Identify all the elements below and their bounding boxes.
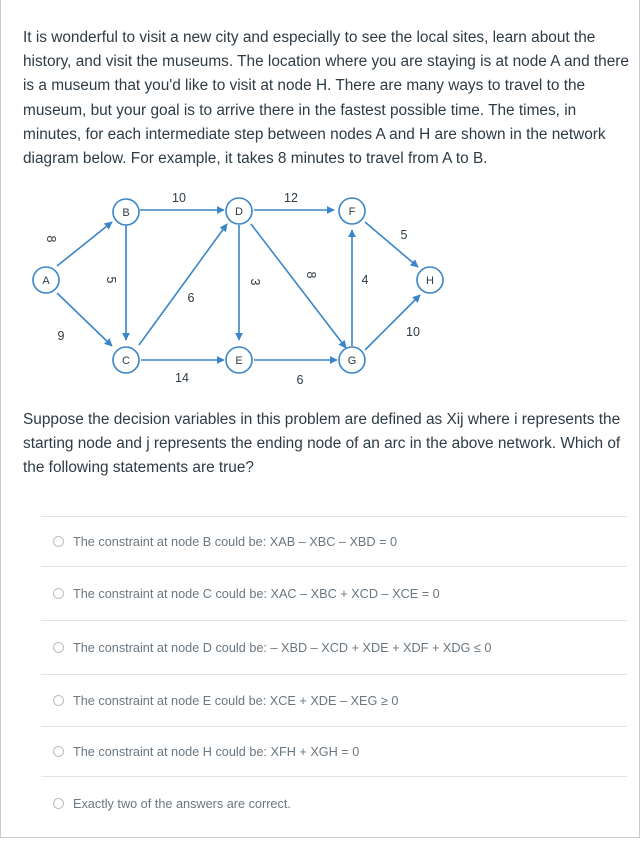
answer-label: The constraint at node E could be: XCE + XDE – XEG ≥ 0 — [73, 693, 399, 708]
weight-e-g: 6 — [296, 373, 304, 387]
weight-f-h: 5 — [400, 228, 408, 242]
edge-a-c — [57, 293, 112, 346]
node-label-e: E — [235, 355, 243, 367]
radio-button[interactable] — [53, 798, 64, 809]
weight-a-c: 9 — [57, 329, 65, 343]
question-prompt: Suppose the decision variables in this problem are defined as Xij where i represents the starting node and j represents the ending node of an arc in the above network. Which of the following statements are true? — [23, 411, 621, 477]
edge-d-g — [251, 224, 346, 348]
answer-label: Exactly two of the answers are correct. — [73, 796, 291, 811]
weight-g-h: 10 — [406, 325, 420, 339]
weight-b-d: 10 — [172, 191, 186, 205]
answer-label: The constraint at node D could be: – XBD – XCD + XDE + XDF + XDG ≤ 0 — [73, 640, 492, 655]
question-intro: It is wonderful to visit a new city and especially to see the local sites, learn about the history, and visit the museums. The location where you are staying is at node A and there is a museum that you'd like to visit at node H. There are many ways to travel to the museum, but your goal is to arrive there in the fastest possible time. The times, in minutes, for each intermediate step between nodes A and H are shown in the network diagram below. For example, it takes 8 minutes to travel from A to B. — [23, 29, 629, 168]
edge-c-d — [139, 224, 227, 345]
weight-d-g: 8 — [304, 271, 318, 279]
answer-label: The constraint at node B could be: XAB – XBC – XBD = 0 — [73, 534, 398, 549]
answer-option-1[interactable] — [41, 516, 627, 566]
answer-option-2[interactable] — [41, 566, 627, 620]
node-label-g: G — [347, 355, 357, 367]
weight-b-c: 5 — [104, 276, 118, 284]
network-diagram — [21, 180, 451, 390]
answer-option-6[interactable] — [41, 776, 627, 830]
weight-d-f: 12 — [284, 191, 298, 205]
answer-option-3[interactable] — [41, 620, 627, 674]
node-label-b: B — [122, 207, 130, 219]
radio-button[interactable] — [53, 642, 64, 653]
edge-a-b — [57, 222, 112, 266]
answer-label: The constraint at node C could be: XAC – XBC + XCD – XCE = 0 — [73, 586, 440, 601]
answer-option-5[interactable] — [41, 726, 627, 776]
node-label-d: D — [235, 206, 243, 218]
weight-c-e: 14 — [175, 371, 189, 385]
weight-a-b: 8 — [44, 235, 58, 243]
radio-button[interactable] — [53, 695, 64, 706]
weight-d-e: 3 — [248, 278, 262, 286]
radio-button[interactable] — [53, 746, 64, 757]
radio-button[interactable] — [53, 536, 64, 547]
answer-option-4[interactable] — [41, 674, 627, 726]
node-label-c: C — [122, 355, 130, 367]
node-label-f: F — [348, 206, 356, 218]
radio-button[interactable] — [53, 588, 64, 599]
weight-g-f: 4 — [361, 273, 369, 287]
weight-c-d: 6 — [187, 291, 195, 305]
edge-f-h — [365, 222, 418, 267]
node-label-a: A — [42, 275, 50, 287]
answer-label: The constraint at node H could be: XFH + XGH = 0 — [73, 744, 360, 759]
answer-list — [41, 516, 627, 830]
node-label-h: H — [426, 275, 434, 287]
edge-g-h — [365, 295, 420, 350]
